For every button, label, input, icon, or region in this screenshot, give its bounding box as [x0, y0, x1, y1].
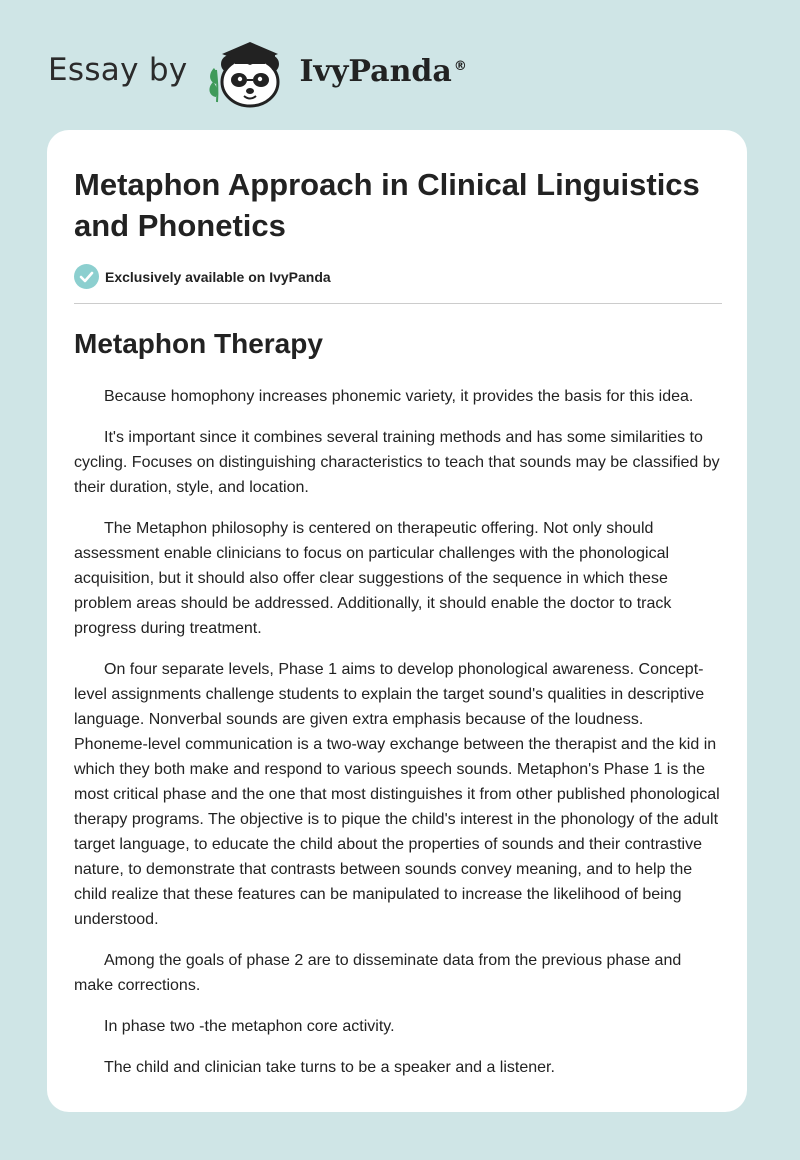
brand-name-text: IvyPanda: [299, 53, 452, 89]
panda-graduate-logo-icon[interactable]: [204, 34, 294, 110]
paragraph: Because homophony increases phonemic variety, it provides the basis for this idea.: [104, 388, 694, 405]
site-header: [48, 34, 467, 110]
paragraph: It's important since it combines several training methods and has some similarities to cycling. Focuses on distinguishing characteristics to teach that sounds may be classified by their duration, style, and location.: [74, 429, 720, 496]
section-heading: Metaphon Therapy: [74, 328, 323, 359]
essay-card: [47, 130, 747, 1112]
paragraph: On four separate levels, Phase 1 aims to develop phonological awareness. Concept-level assignments challenge students to explain the target sound's qualities in descriptive language. Nonverbal sounds are given extra emphasis because of the loudness. Phoneme-level communication is a two-way exchange between the therapist and the kid in which they both make and respond to various speech sounds. Metaphon's Phase 1 is the most critical phase and the one that most distinguishes it from other published phonological therapy programs. The objective is to pique the child's interest in the phonology of the adult target language, to educate the child about the properties of sounds and their contrastive nature, to demonstrate that contrasts between sounds convey meaning, and to help the child realize that these features can be manipulated to increase the likelihood of being understood.: [74, 661, 720, 928]
exclusive-badge: [74, 264, 331, 289]
page-title: Metaphon Approach in Clinical Linguistics and Phonetics: [74, 167, 700, 243]
brand-name[interactable]: [300, 54, 467, 89]
essay-body: [74, 384, 720, 1096]
registered-mark: ®: [453, 58, 467, 74]
paragraph: In phase two -the metaphon core activity.: [104, 1018, 395, 1035]
exclusive-badge-text: Exclusively available on IvyPanda: [105, 268, 331, 285]
check-circle-icon: [74, 264, 99, 289]
essay-by-label: Essay by: [48, 52, 188, 88]
paragraph: Among the goals of phase 2 are to disseminate data from the previous phase and make corrections.: [74, 952, 682, 994]
paragraph: The Metaphon philosophy is centered on therapeutic offering. Not only should assessment enable clinicians to focus on particular challenges with the phonological acquisition, but it should also offer clear suggestions of the sequence in which these problem areas should be addressed. Additionally, it should enable the doctor to track progress during treatment.: [74, 520, 672, 637]
paragraph: The child and clinician take turns to be a speaker and a listener.: [104, 1059, 555, 1076]
title-divider: [74, 303, 722, 304]
